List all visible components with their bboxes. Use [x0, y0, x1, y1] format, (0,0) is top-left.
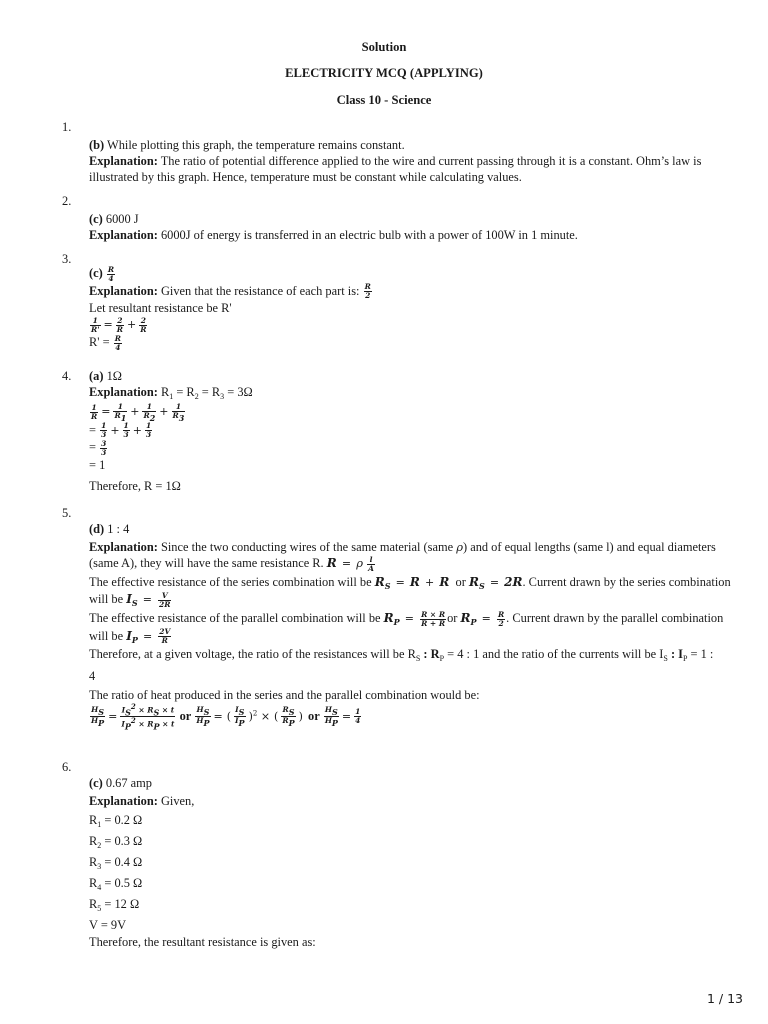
explanation-label: Explanation:: [89, 794, 158, 808]
resultant-line: Let resultant resistance be R': [89, 301, 232, 316]
explanation-label: Explanation:: [89, 385, 158, 400]
question-number: 5.: [62, 506, 72, 520]
fraction-r-over-4: $\frac{R}{4}$: [114, 333, 121, 352]
explanation-label: Explanation:: [89, 283, 158, 298]
question-3-answer: [89, 265, 734, 352]
fraction-r-over-4: $\frac{R}{4}$: [107, 264, 115, 283]
answer-text: 1 : 4: [107, 522, 130, 536]
subject-title: ELECTRICITY MCQ (APPLYING): [285, 66, 483, 80]
question-2-answer: [89, 211, 734, 243]
equation-step: = $\frac{3}{3}$: [89, 438, 107, 457]
explanation-text: Given that the resistance of each part is:: [160, 283, 360, 298]
question-1-answer: [89, 137, 734, 185]
fraction-r-over-2: $\frac{R}{2}$: [364, 282, 371, 301]
explanation-text: 6000J of energy is transferred in an electric bulb with a power of 100W in 1 minute.: [160, 228, 578, 243]
equation-step: = $\frac{1}{3}$ + $\frac{1}{3}$ + $\frac{1}{3}$: [89, 421, 152, 440]
answer-text: While plotting this graph, the temperature remains constant.: [107, 138, 405, 152]
heat-ratio-text: The ratio of heat produced in the series and the parallel combination would be:: [89, 687, 480, 702]
answer-text: 0.67 amp: [105, 776, 152, 790]
answer-option: (c): [89, 212, 103, 226]
explanation-label: Explanation:: [89, 540, 158, 555]
equation-reciprocal-sum: $\frac{1}{R}$ = $\frac{1}{R_1}$ + $\frac{1}{R_2}$ + $\frac{1}{R_3}$: [91, 401, 185, 423]
equation-step: = 1: [89, 457, 106, 472]
question-5-answer: (d) 1 : 4 Explanation: Since the two conducting wires of the same material (same ρ) and of equal lengths (same l) and equal diameters (same A), they will have the same resistance R. R = ρ $\frac{l}{A}$ The effective resistance of the series combination will be $R_S = R + R$ or $R_S = 2R$. Current drawn by the series combination will be $I_S$ = $\frac{V}{2R}$ The effective resistance of the parallel combination will be $R_P$ = $\frac{R \times R}{R + R}$ or $R_P$ = $\frac{R}{2}$ . Current drawn by the parallel combination will be $I_P$ = $\frac{2V}{R}$ Therefore, at a given voltage, the ratio of the resistances will be $R_S$ : $R_P = 4$ : 1 and the ratio of the currents will be $I_S$ : $I_P = 1$ : 4 The ratio of heat produced in the series and the parallel combination would be: $\frac{H_S}{H_P}$ = $\frac{I_S^2 \times R_S \times t}{I_P^2 \times R_P \times t}$ or $\frac{H_S}{H_P}$ = ( $\frac{I_S}{I_P}$ )$^2$ × ( $\frac{R_S}{R_P}$ ) or $\frac{H_S}{H_P}$ = $\frac{1}{4}$: [89, 521, 734, 731]
resistance-value: $R_3 = 0.4$ Ω: [89, 855, 143, 871]
question-6-answer: (c) 0.67 amp Explanation: Given, $R_1 = 0.2$ Ω $R_2 = 0.3$ Ω $R_3 = 0.4$ Ω $R_4 = 0.5$ Ω $R_5 = 12$ Ω V = 9V Therefore, the resultant resistance is given as:: [89, 775, 734, 950]
resistance-value: $R_4 = 0.5$ Ω: [89, 876, 143, 892]
question-number: 3.: [62, 252, 72, 266]
answer-text: 1Ω: [106, 369, 122, 383]
conclusion-text: Therefore, R = 1Ω: [89, 478, 181, 493]
voltage-value: V = 9V: [89, 918, 127, 932]
answer-text: 6000 J: [105, 212, 139, 226]
conclusion-text: Therefore, the resultant resistance is given as:: [89, 935, 316, 949]
class-title: Class 10 - Science: [336, 93, 432, 107]
solution-heading: Solution: [361, 40, 407, 54]
answer-option: (d): [89, 522, 105, 536]
answer-option: (c): [89, 266, 103, 280]
answer-option: (b): [89, 138, 105, 152]
page-number: 1 / 13: [706, 991, 743, 1006]
answer-option: (a): [89, 369, 104, 383]
explanation-text: The ratio of potential difference applied to the wire and current passing through it is a constant. Ohm’s law is illustrated by this graph. Hence, temperature must be constant while calculating values.: [89, 154, 702, 185]
equation-parallel: $\frac{1}{R'}$ = $\frac{2}{R}$ + $\frac{2}{R}$: [91, 316, 147, 335]
result-prefix: R' =: [89, 335, 110, 350]
explanation-label: Explanation:: [89, 154, 158, 169]
question-4-answer: (a) 1Ω Explanation: $R_1 = R_2 = R_3 = 3\Omega$ $\frac{1}{R}$ = $\frac{1}{R_1}$ + $\frac{1}{R_2}$ + $\frac{1}{R_3}$ = $\frac{1}{3}$ + $\frac{1}{3}$ + $\frac{1}{3}$ = $\frac{3}{3}$ = 1 Therefore, R = 1Ω: [89, 368, 734, 494]
question-number: 1.: [62, 120, 72, 134]
question-number: 6.: [62, 760, 72, 774]
explanation-label: Explanation:: [89, 228, 158, 243]
question-number: 4.: [62, 369, 72, 383]
resistance-value: $R_2 = 0.3$ Ω: [89, 834, 143, 850]
heat-ratio-equation: $\frac{H_S}{H_P}$ = $\frac{I_S^2 \times R_S \times t}{I_P^2 \times R_P \times t}$ or $\frac{H_S}{H_P}$ = ( $\frac{I_S}{I_P}$ )$^2$ × ( $\frac{R_S}{R_P}$ ) or $\frac{H_S}{H_P}$ = $\frac{1}{4}$: [91, 701, 361, 732]
resistance-value: $R_5 = 12$ Ω: [89, 897, 140, 913]
answer-option: (c): [89, 776, 103, 790]
question-number: 2.: [62, 194, 72, 208]
resistance-value: $R_1 = 0.2$ Ω: [89, 813, 143, 829]
